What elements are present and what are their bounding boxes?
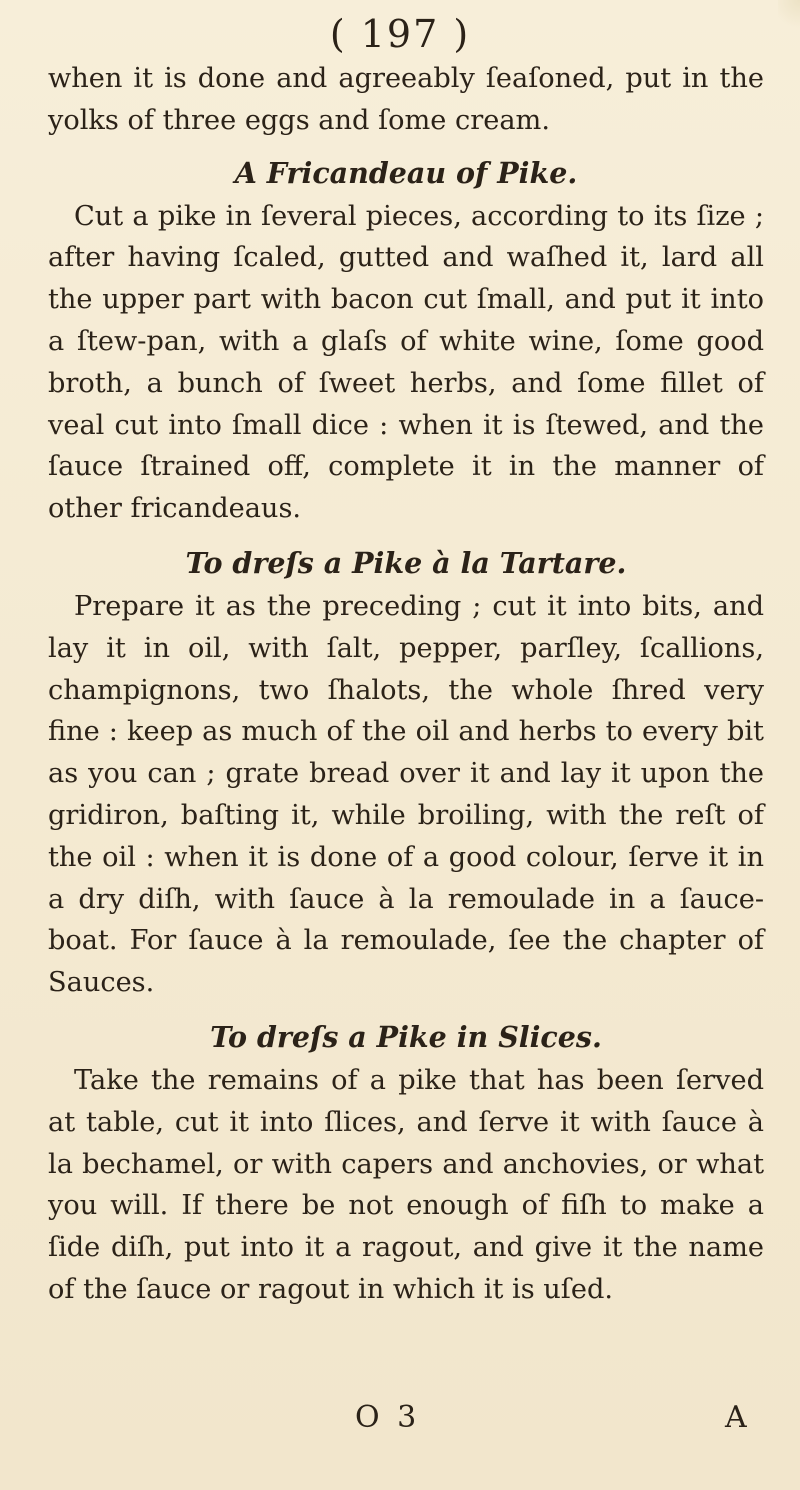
page-footer: [0, 1400, 800, 1446]
paragraph-pike-in-slices: Take the remains of a pike that has been ſerved at table, cut it into ſlices, and ſerve it with ſauce à la bechamel, or with capers and anchovies, or what you will. If there be not enough of fiſh to make a ſide diſh, put into it a ragout, and give it the name of the ſauce or ragout in which it is uſed.: [48, 1064, 764, 1305]
paragraph-fricandeau-of-pike: Cut a pike in ſeveral pieces, according to its ſize ; after having ſcaled, gutted and waſhed it, lard all the upper part with bacon cut ſmall, and put it into a ſtew-pan, with a glaſs of white wine, ſome good broth, a bunch of ſweet herbs, and ſome fillet of veal cut into ſmall dice : when it is ſtewed, and the ſauce ſtrained off, complete it in the manner of other fricandeaus.: [48, 200, 764, 525]
heading-pike-in-slices: To dreſs a Pike in Slices.: [210, 1019, 602, 1054]
heading-fricandeau-of-pike: A Fricandeau of Pike.: [234, 155, 578, 190]
continuation-paragraph: when it is done and agreeably ſeaſoned, put in the yolks of three eggs and ſome cream.: [48, 63, 764, 136]
catchword: A: [725, 1400, 747, 1435]
signature-mark: O 3: [355, 1400, 421, 1435]
page-number: ( 197 ): [329, 12, 471, 56]
paragraph-pike-a-la-tartare: Prepare it as the preceding ; cut it into bits, and lay it in oil, with ſalt, pepper, parſley, ſcallions, champignons, two ſhalots, the whole ſhred very fine : keep as much of the oil and herbs to every bit as you can ; grate bread over it and lay it upon the gridiron, baſting it, while broiling, with the reſt of the oil : when it is done of a good colour, ſerve it in a dry diſh, with ſauce à la remoulade in a ſauce-boat. For ſauce à la remoulade, ſee the chapter of Sauces.: [48, 590, 764, 999]
heading-pike-a-la-tartare: To dreſs a Pike à la Tartare.: [185, 545, 627, 580]
page-body: [48, 58, 764, 1311]
